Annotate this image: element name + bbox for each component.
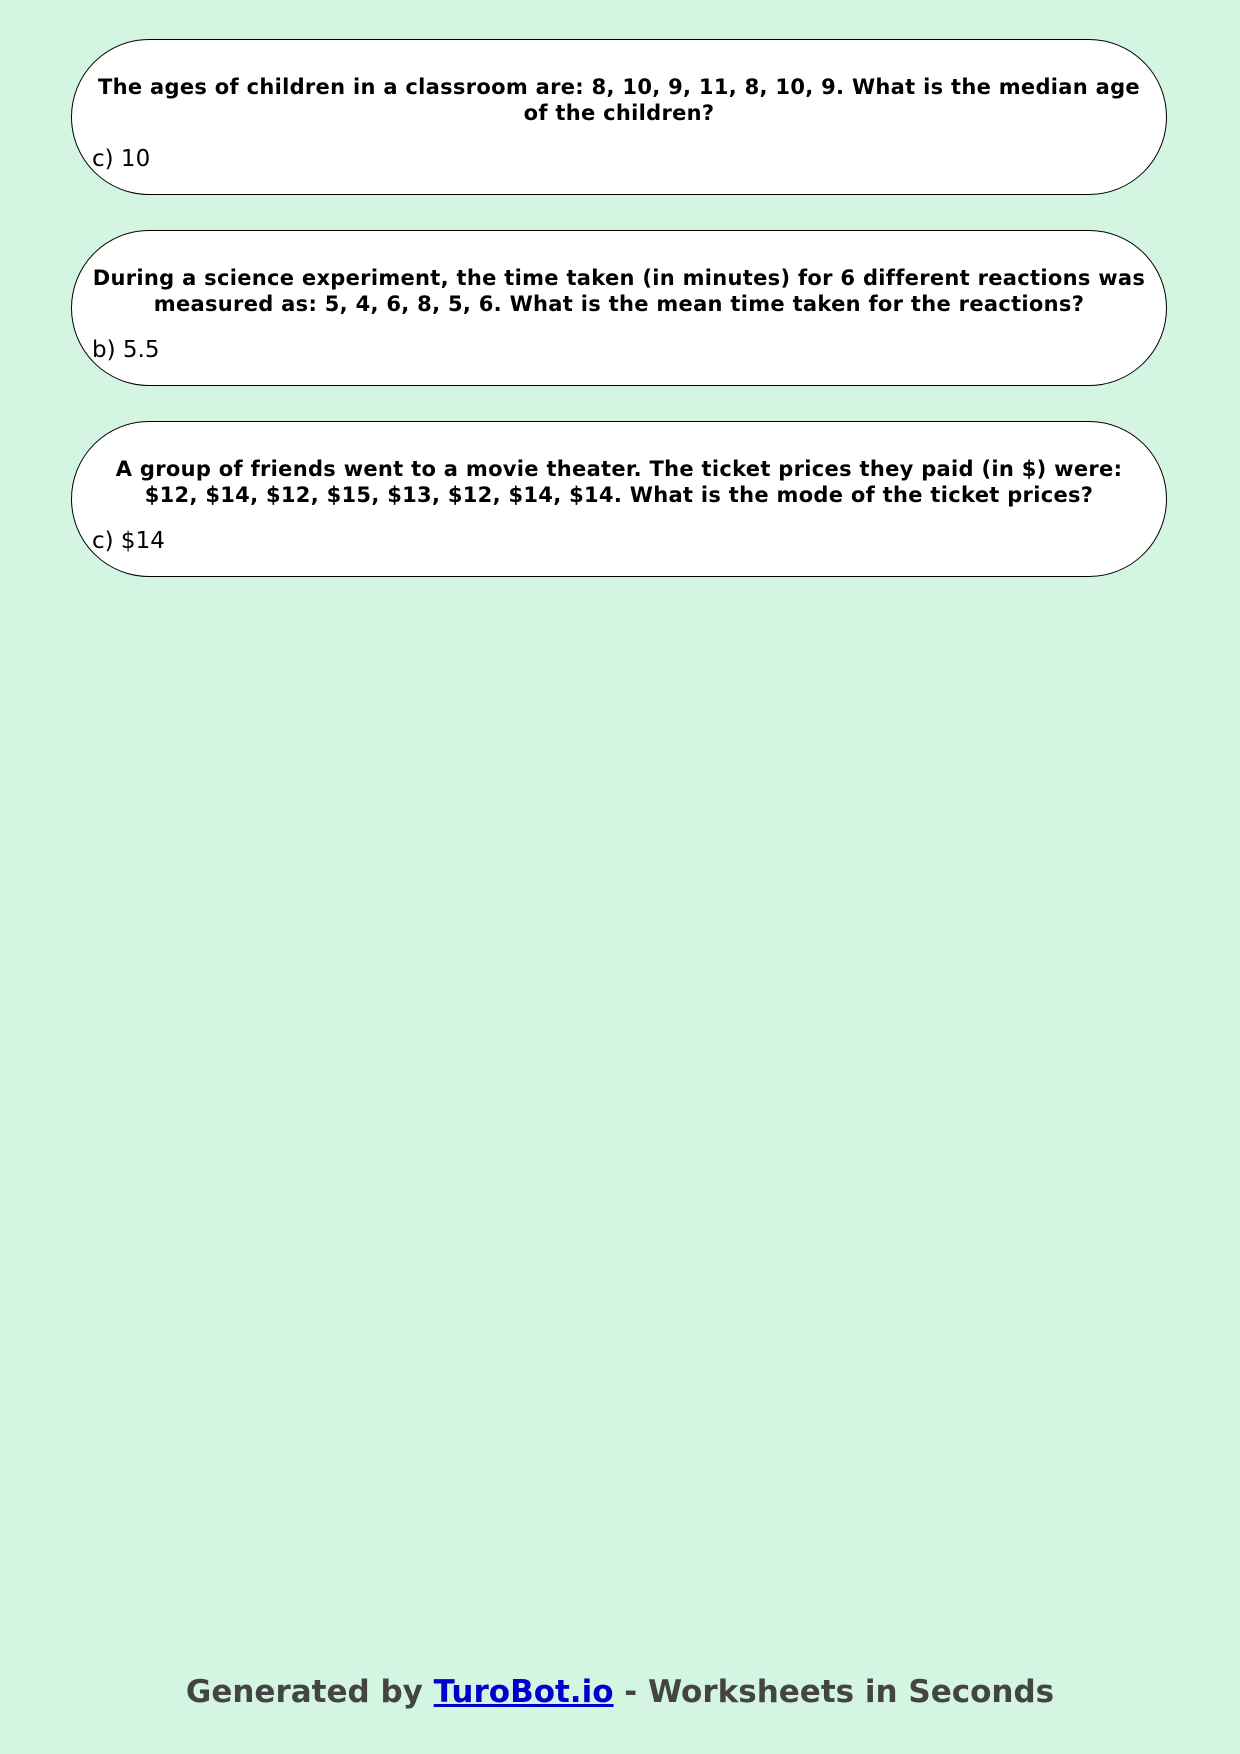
footer-prefix: Generated by bbox=[185, 1674, 434, 1710]
question-text: The ages of children in a classroom are: 8, 10, 9, 11, 8, 10, 9. What is the median age of the children? bbox=[98, 75, 1140, 125]
answer-text: c) $14 bbox=[92, 528, 165, 554]
question-card-3 bbox=[71, 421, 1167, 577]
answer-text: c) 10 bbox=[92, 146, 151, 172]
question-card-1 bbox=[71, 39, 1167, 195]
question-text: A group of friends went to a movie theater. The ticket prices they paid (in $) were: $12, $14, $12, $15, $13, $12, $14, $14. What is the mode of the ticket prices? bbox=[115, 457, 1123, 507]
footer bbox=[0, 1674, 1240, 1710]
answer-text: b) 5.5 bbox=[92, 337, 160, 363]
question-text: During a science experiment, the time taken (in minutes) for 6 different reactions was measured as: 5, 4, 6, 8, 5, 6. What is the mean time taken for the reactions? bbox=[92, 266, 1146, 316]
question-card-2 bbox=[71, 230, 1167, 386]
footer-suffix: - Worksheets in Seconds bbox=[613, 1674, 1055, 1710]
turobot-link[interactable]: TuroBot.io bbox=[433, 1674, 614, 1710]
